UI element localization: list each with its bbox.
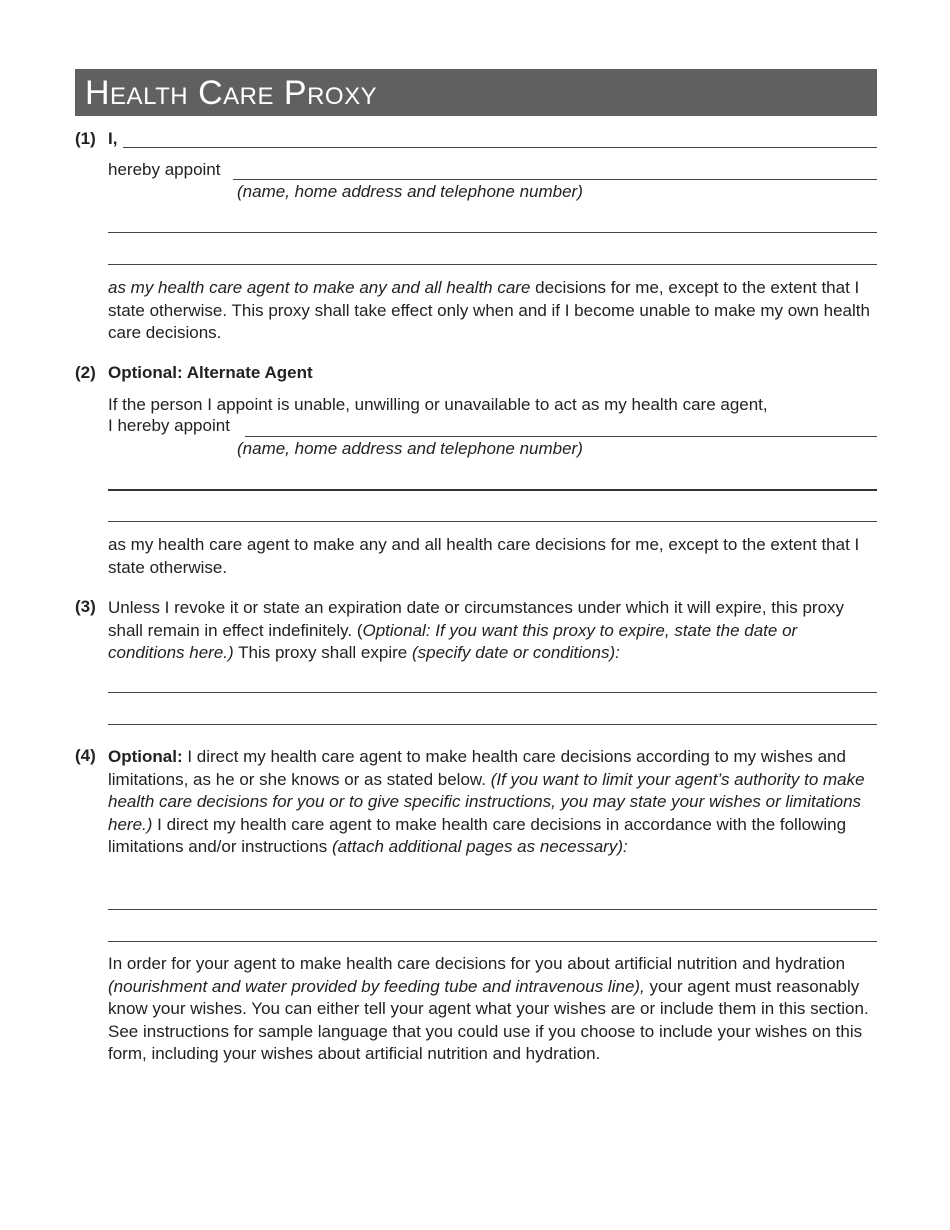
section-1-number: (1) bbox=[75, 129, 96, 148]
agent-address-field[interactable] bbox=[108, 232, 877, 233]
section-2-intro: If the person I appoint is unable, unwilling or unavailable to act as my health care agent, bbox=[108, 395, 768, 414]
appoint-label: hereby appoint bbox=[108, 160, 221, 179]
section-2-heading: Optional: Alternate Agent bbox=[108, 363, 313, 382]
section-3-text-1: Unless I revoke it or state an expiration date or circumstances under which it will expire, this proxy shall remain in effect indefinitely. ( bbox=[108, 598, 845, 640]
principal-name-field[interactable] bbox=[123, 147, 877, 148]
section-3-italic-2: (specify date or conditions): bbox=[411, 643, 620, 662]
nutrition-text-2: your agent must reasonably know your wishes. You can either tell your agent what your wishes are or include them in this section. See instructions for sample language that you could use if you choose to include your wishes on this form, including your wishes about artificial nutrition and hydration. bbox=[108, 976, 869, 1063]
section-2-body: as my health care agent to make any and all health care decisions for me, except to the extent that I state otherwise. bbox=[108, 535, 860, 577]
section-3-body bbox=[108, 597, 878, 665]
principal-label: I, bbox=[108, 129, 118, 148]
section-4-text-2: I direct my health care agent to make health care decisions in accordance with the following limitations and/or instructions bbox=[108, 814, 847, 856]
page-title: Health Care Proxy bbox=[85, 73, 378, 112]
agent-name-field[interactable] bbox=[233, 179, 877, 180]
alternate-agent-name-field[interactable] bbox=[245, 436, 877, 437]
section-4-body bbox=[108, 746, 878, 859]
section-4-italic-2: (attach additional pages as necessary): bbox=[331, 837, 628, 856]
section-4-number: (4) bbox=[75, 746, 96, 765]
expiration-field-line-2[interactable] bbox=[108, 724, 877, 725]
section-2-number: (2) bbox=[75, 363, 96, 382]
limitations-field-line-1[interactable] bbox=[108, 909, 877, 910]
alternate-agent-address-field[interactable] bbox=[108, 489, 877, 491]
nutrition-text-1: In order for your agent to make health care decisions for you about artificial nutrition and hydration bbox=[108, 954, 846, 973]
title-banner bbox=[75, 69, 877, 116]
section-1-body-text: decisions for me, except to the extent that I state otherwise. This proxy shall take effect only when and if I become unable to make my own health care decisions. bbox=[108, 278, 870, 342]
nutrition-paragraph bbox=[108, 953, 878, 1066]
section-4-text-1: I direct my health care agent to make health care decisions according to my wishes and limitations, as he or she knows or as stated below. bbox=[108, 747, 846, 789]
expiration-field-line-1[interactable] bbox=[108, 692, 877, 693]
section-3-text-2: This proxy shall expire bbox=[233, 643, 412, 662]
section-3-italic-1: Optional: If you want this proxy to expire, state the date or conditions here.) bbox=[108, 620, 798, 662]
section-4-italic-1: (If you want to limit your agent’s authority to make health care decisions for you or to give specific instructions, you may state your wishes or limitations here.) bbox=[108, 769, 865, 834]
alternate-field-caption: (name, home address and telephone number) bbox=[237, 439, 583, 458]
section-1-body bbox=[108, 277, 878, 345]
agent-field-caption: (name, home address and telephone number) bbox=[237, 182, 583, 201]
alternate-appoint-label: I hereby appoint bbox=[108, 416, 230, 435]
limitations-field-line-2[interactable] bbox=[108, 941, 877, 942]
section-4-label: Optional: bbox=[108, 747, 183, 766]
alternate-agent-phone-field[interactable] bbox=[108, 521, 877, 522]
section-1-body-italic: as my health care agent to make any and all health care bbox=[108, 278, 531, 297]
agent-phone-field[interactable] bbox=[108, 264, 877, 265]
nutrition-italic: (nourishment and water provided by feeding tube and intravenous line), bbox=[108, 976, 645, 996]
section-3-number: (3) bbox=[75, 597, 96, 616]
